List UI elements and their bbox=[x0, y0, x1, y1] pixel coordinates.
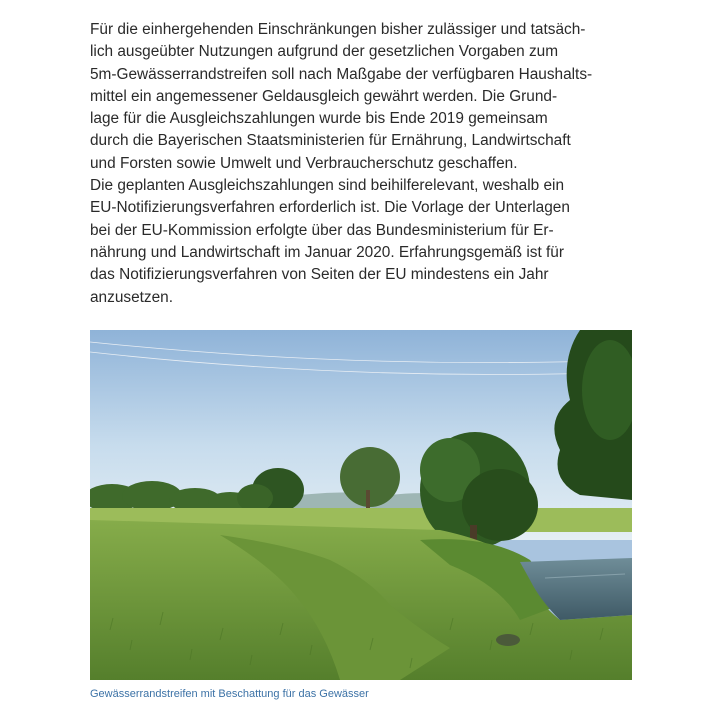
photo-illustration bbox=[90, 330, 632, 680]
body-paragraph bbox=[90, 19, 650, 309]
text-line: 5m-Gewässerrandstreifen soll nach Maßgabe der verfügbaren Haushalts- bbox=[90, 65, 593, 83]
text-line: nährung und Landwirtschaft im Januar 2020. Erfahrungsgemäß ist für bbox=[90, 243, 564, 261]
text-line: bei der EU-Kommission erfolgte über das Bundesministerium für Er- bbox=[90, 221, 554, 239]
text-line: und Forsten sowie Umwelt und Verbraucherschutz geschaffen. bbox=[90, 154, 518, 172]
text-line: Die geplanten Ausgleichszahlungen sind beihilferelevant, weshalb ein bbox=[90, 177, 565, 195]
text-line: das Notifizierungsverfahren von Seiten der EU mindestens ein Jahr bbox=[90, 266, 549, 284]
text-line: lich ausgeübter Nutzungen aufgrund der gesetzlichen Vorgaben zum bbox=[90, 43, 559, 61]
text-line: Für die einhergehenden Einschränkungen bisher zulässiger und tatsäch- bbox=[90, 21, 586, 38]
text-line: anzusetzen. bbox=[90, 288, 173, 306]
text-line: mittel ein angemessener Geldausgleich gewährt werden. Die Grund- bbox=[90, 87, 558, 105]
text-line: durch die Bayerischen Staatsministerien für Ernährung, Landwirtschaft bbox=[90, 132, 571, 150]
molehill bbox=[496, 634, 520, 646]
text-line: lage für die Ausgleichszahlungen wurde bis Ende 2019 gemeinsam bbox=[90, 110, 548, 128]
text-line: EU-Notifizierungsverfahren erforderlich ist. Die Vorlage der Unterlagen bbox=[90, 199, 570, 217]
river-landscape-photo bbox=[90, 330, 632, 680]
photo-caption: Gewässerrandstreifen mit Beschattung für das Gewässer bbox=[90, 688, 369, 700]
